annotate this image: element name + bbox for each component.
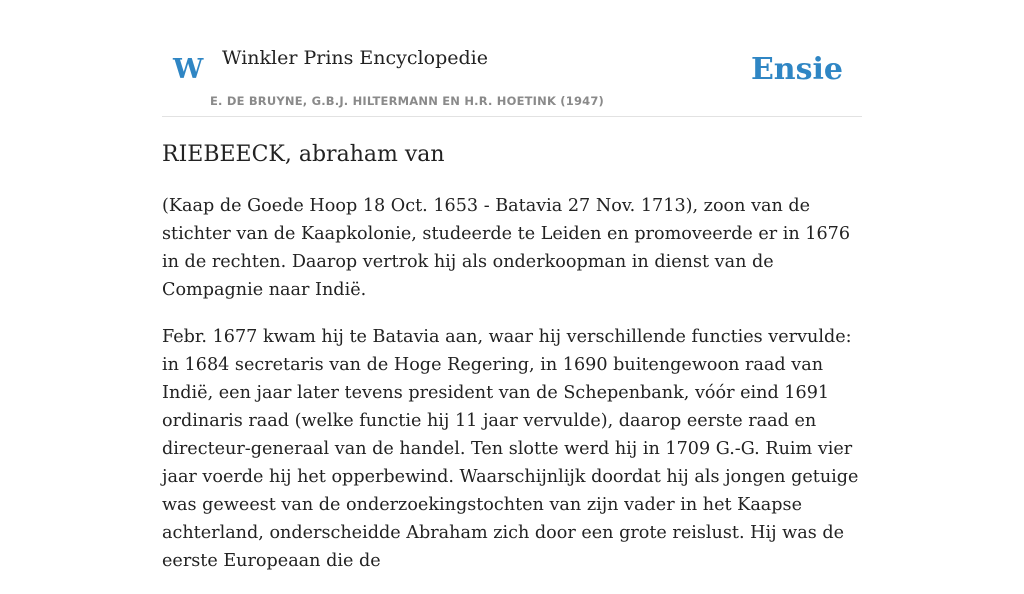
source-authors: E. DE BRUYNE, G.B.J. HILTERMANN EN H.R. HOETINK (1947) <box>210 94 605 108</box>
article-title: RIEBEECK, abraham van <box>162 142 445 167</box>
source-logo-icon[interactable]: W <box>173 54 204 85</box>
source-title-link[interactable]: Winkler Prins Encyclopedie <box>222 47 488 69</box>
article-body <box>162 192 862 594</box>
ensie-logo[interactable]: Ensie <box>750 52 843 87</box>
source-header <box>162 0 862 117</box>
article-paragraph: (Kaap de Goede Hoop 18 Oct. 1653 - Batavia 27 Nov. 1713), zoon van de stichter van de Kaapkolonie, studeerde te Leiden en promoveerde er in 1676 in de rechten. Daarop vertrok hij als onderkoopman in dienst van de Compagnie naar Indië. <box>162 196 851 300</box>
article-paragraph: Febr. 1677 kwam hij te Batavia aan, waar hij verschillende functies vervulde: in 1684 secretaris van de Hoge Regering, in 1690 buitengewoon raad van Indië, een jaar later tevens president van de Schepenbank, vóór eind 1691 ordinaris raad (welke functie hij 11 jaar vervulde), daarop eerste raad en directeur-generaal van de handel. Ten slotte werd hij in 1709 G.-G. Ruim vier jaar voerde hij het opperbewind. Waarschijnlijk doordat hij als jongen getuige was geweest van de onderzoekingstochten van zijn vader in het Kaapse achterland, onderscheidde Abraham zich door een grote reislust. Hij was de eerste Europeaan die de <box>162 327 859 571</box>
